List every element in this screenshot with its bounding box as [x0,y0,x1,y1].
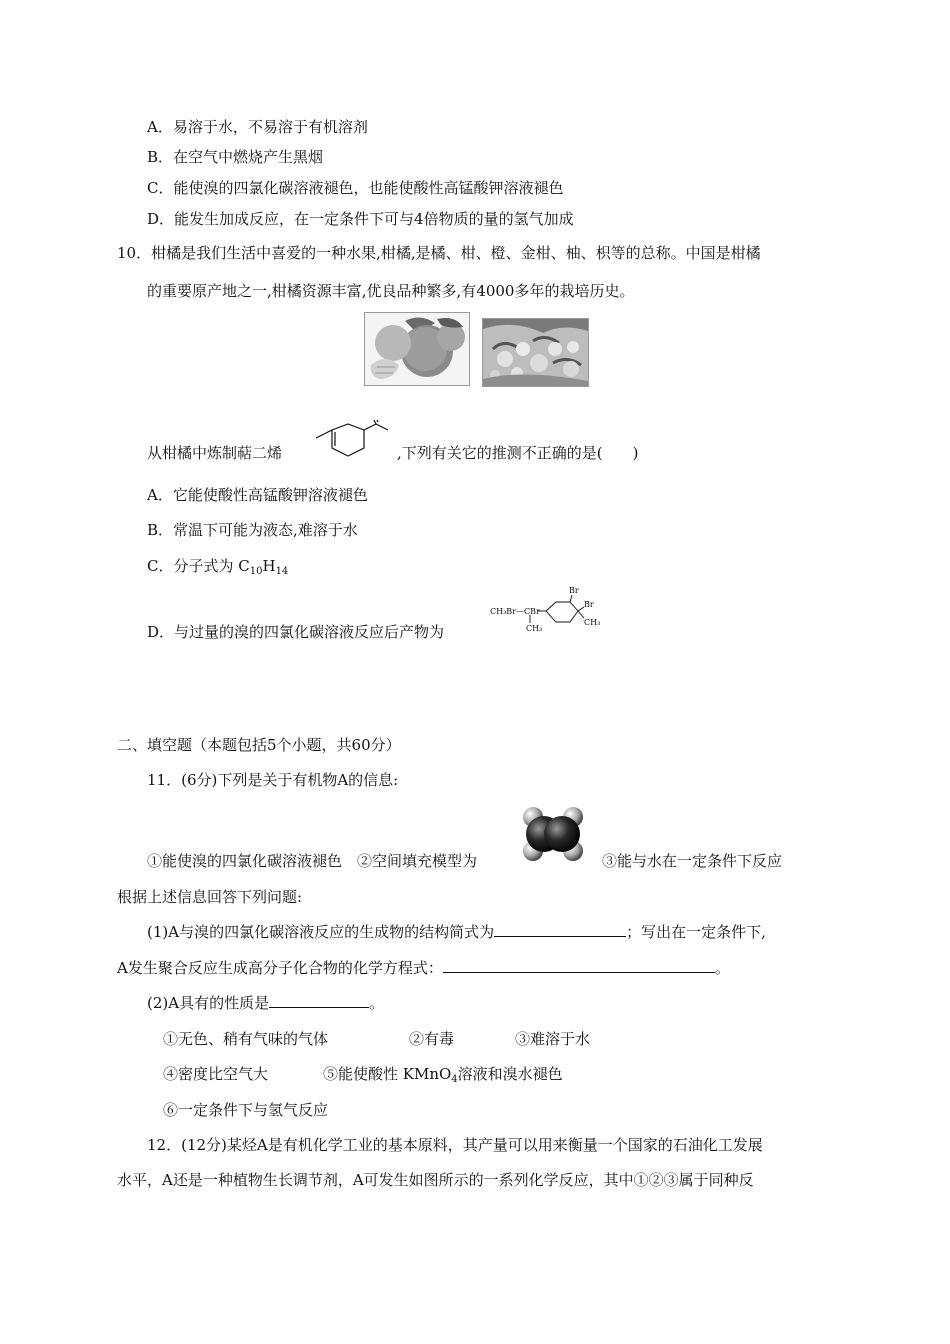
q11-title: 11．(6分)下列是关于有机物A的信息: [147,771,399,789]
q10-option-d: D．与过量的溴的四氯化碳溶液反应后产物为 [147,623,445,641]
q10-line1: 10．柑橘是我们生活中喜爱的一种水果,柑橘,是橘、柑、橙、金柑、柚、枳等的总称。中国是柑橘 [117,244,761,262]
terpene-diene-structure [302,420,394,462]
q11-answer-blank-3[interactable] [269,993,369,1008]
product-label-br1: Br [569,586,579,595]
q10-option-b: B．常温下可能为液态,难溶于水 [147,521,358,539]
q12-line2: 水平，A还是一种植物生长调节剂，A可发生如图所示的一系列化学反应，其中①②③属于同种反 [117,1171,754,1189]
product-label-ch3: CH₃ [584,618,601,627]
q11-choice-3: ③难溶于水 [515,1030,591,1048]
q11-prompt: 根据上述信息回答下列问题: [117,888,303,906]
q11-answer-blank-2[interactable] [443,958,715,973]
q11-part1-line1: (1)A与溴的四氯化碳溶液反应的生成物的结构简式为 ；写出在一定条件下, [147,923,766,941]
q11-info-3: ③能与水在一定条件下反应 [602,852,783,870]
q11-choice-4: ④密度比空气大 [163,1065,269,1083]
q9-option-c: C．能使溴的四氯化碳溶液褪色，也能使酸性高锰酸钾溶液褪色 [147,179,564,197]
citrus-fruit-photo [364,312,470,386]
section2-heading: 二、填空题（本题包括5个小题，共60分） [117,736,401,754]
bromo-product-structure [488,586,603,638]
q10-stem-pre: 从柑橘中炼制萜二烯 [147,444,283,462]
q11-choice-2: ②有毒 [409,1030,455,1048]
q11-info-1: ①能使溴的四氯化碳溶液褪色 ②空间填充模型为 [147,852,478,870]
q11-choice-1: ①无色、稍有气味的气体 [163,1030,329,1048]
q9-option-a: A．易溶于水，不易溶于有机溶剂 [147,118,368,136]
q11-part2: (2)A具有的性质是 。 [147,994,385,1012]
q11-answer-blank-1[interactable] [494,922,626,937]
q10-option-c: C．分子式为 $C_{10}H_{14}$ [147,557,289,577]
product-label-down: CH₃ [526,624,543,633]
ethylene-space-filling-model [520,806,586,862]
q9-option-b: B．在空气中燃烧产生黑烟 [147,148,324,166]
product-label-left: CH₃Br—CBr [490,607,540,616]
q10-option-a: A．它能使酸性高锰酸钾溶液褪色 [147,486,368,504]
q10-stem-post: ,下列有关它的推测不正确的是( ) [397,444,639,462]
product-label-br2: Br [584,600,594,609]
q11-choice-5: ⑤能使酸性 KMnO$_4$溶液和溴水褪色 [323,1065,563,1085]
q10-line2: 的重要原产地之一,柑橘资源丰富,优良品种繁多,有4000多年的栽培历史。 [147,282,635,300]
q11-part1-line2: A发生聚合反应生成高分子化合物的化学方程式： 。 [117,959,730,977]
citrus-tree-photo [482,318,589,387]
q9-option-d: D．能发生加成反应，在一定条件下可与4倍物质的量的氢气加成 [147,210,574,228]
q12-line1: 12．(12分)某烃A是有机化学工业的基本原料，其产量可以用来衡量一个国家的石油化工发展 [147,1136,763,1154]
q11-choice-6: ⑥一定条件下与氢气反应 [163,1101,329,1119]
